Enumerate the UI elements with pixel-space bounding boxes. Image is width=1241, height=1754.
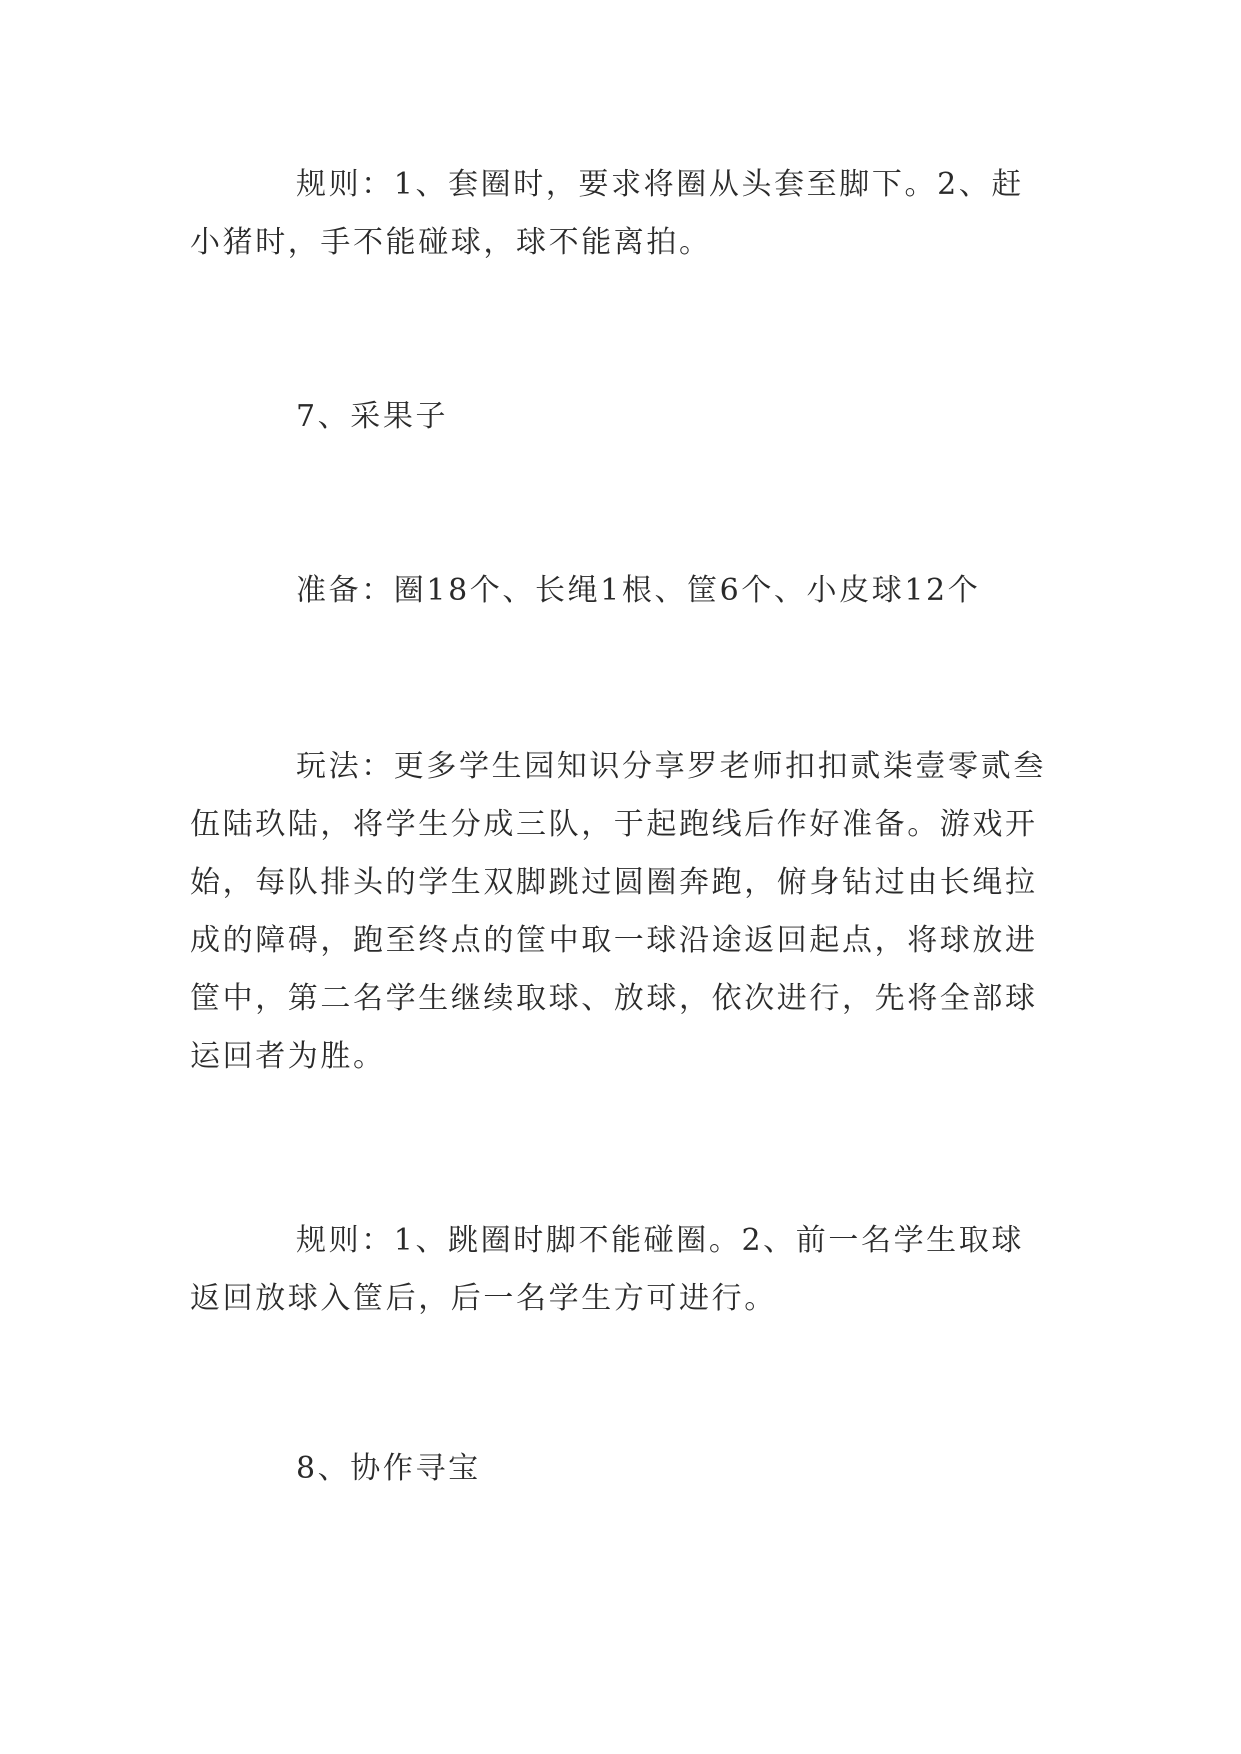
section-heading-pick-fruit: 7、采果子 <box>296 399 449 434</box>
preparation-paragraph: 准备：圈18个、长绳1根、筐6个、小皮球12个 <box>296 573 981 608</box>
gameplay-paragraph: 玩法：更多学生园知识分享罗老师扣扣贰柒壹零贰叁伍陆玖陆，将学生分成三队，于起跑线后作好准备。游戏开始，每队排头的学生双脚跳过圆圈奔跑，俯身钻过由长绳拉成的障碍，跑至终点的筐中取一球沿途返回起点，将球放进筐中，第二名学生继续取球、放球，依次进行，先将全部球运回者为胜。 <box>190 749 1046 1074</box>
rules-paragraph-pick-fruit: 规则：1、跳圈时脚不能碰圈。2、前一名学生取球返回放球入筐后，后一名学生方可进行。 <box>190 1223 1024 1316</box>
rules-paragraph-ring-toss: 规则：1、套圈时，要求将圈从头套至脚下。2、赶小猪时，手不能碰球，球不能离拍。 <box>190 167 1024 260</box>
section-heading-treasure-hunt: 8、协作寻宝 <box>296 1451 481 1486</box>
